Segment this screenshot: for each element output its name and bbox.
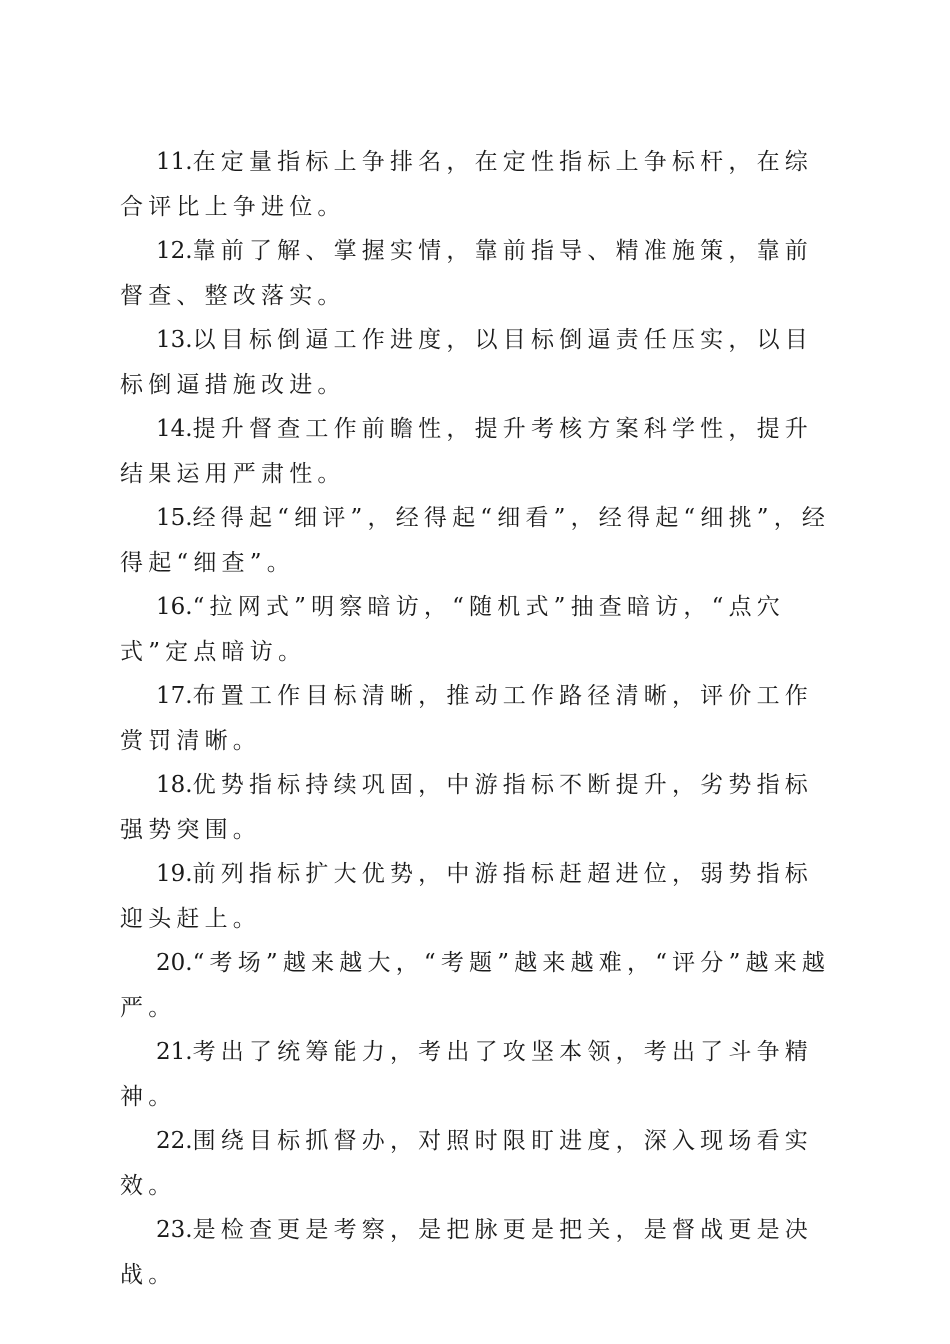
list-item: [120, 763, 840, 852]
list-item: [120, 1208, 840, 1297]
list-item: [120, 674, 840, 763]
item-text: 是检查更是考察，是把脉更是把关，是督战更是决战。: [120, 1217, 813, 1288]
list-item: [120, 852, 840, 941]
list-item: [120, 496, 840, 585]
item-number: 15.: [156, 505, 193, 531]
item-number: 19.: [156, 861, 193, 887]
item-text: “拉网式”明察暗访，“随机式”抽查暗访，“点穴式”定点暗访。: [120, 594, 785, 665]
item-text: “考场”越来越大，“考题”越来越难，“评分”越来越严。: [120, 950, 831, 1021]
document-body: [120, 140, 840, 1297]
list-item: [120, 229, 840, 318]
item-number: 18.: [156, 772, 193, 798]
item-text: 在定量指标上争排名，在定性指标上争标杆，在综合评比上争进位。: [120, 149, 813, 220]
item-number: 12.: [156, 238, 193, 264]
list-item: [120, 1030, 840, 1119]
item-text: 布置工作目标清晰，推动工作路径清晰，评价工作赏罚清晰。: [120, 683, 813, 754]
item-text: 提升督查工作前瞻性，提升考核方案科学性，提升结果运用严肃性。: [120, 416, 813, 487]
item-number: 21.: [156, 1039, 193, 1065]
list-item: [120, 318, 840, 407]
item-text: 考出了统筹能力，考出了攻坚本领，考出了斗争精神。: [120, 1039, 813, 1110]
list-item: [120, 1119, 840, 1208]
item-number: 22.: [156, 1128, 193, 1154]
item-text: 经得起“细评”，经得起“细看”，经得起“细挑”，经得起“细查”。: [120, 505, 831, 576]
list-item: [120, 941, 840, 1030]
list-item: [120, 585, 840, 674]
item-text: 围绕目标抓督办，对照时限盯进度，深入现场看实效。: [120, 1128, 813, 1199]
item-number: 14.: [156, 416, 193, 442]
item-number: 23.: [156, 1217, 193, 1243]
list-item: [120, 140, 840, 229]
item-number: 13.: [156, 327, 193, 353]
item-number: 17.: [156, 683, 193, 709]
item-number: 20.: [156, 950, 193, 976]
item-text: 以目标倒逼工作进度，以目标倒逼责任压实，以目标倒逼措施改进。: [120, 327, 813, 398]
item-number: 16.: [156, 594, 193, 620]
item-text: 优势指标持续巩固，中游指标不断提升，劣势指标强势突围。: [120, 772, 813, 843]
item-text: 靠前了解、掌握实情，靠前指导、精准施策，靠前督查、整改落实。: [120, 238, 813, 309]
item-text: 前列指标扩大优势，中游指标赶超进位，弱势指标迎头赶上。: [120, 861, 813, 932]
list-item: [120, 407, 840, 496]
item-number: 11.: [156, 149, 193, 175]
